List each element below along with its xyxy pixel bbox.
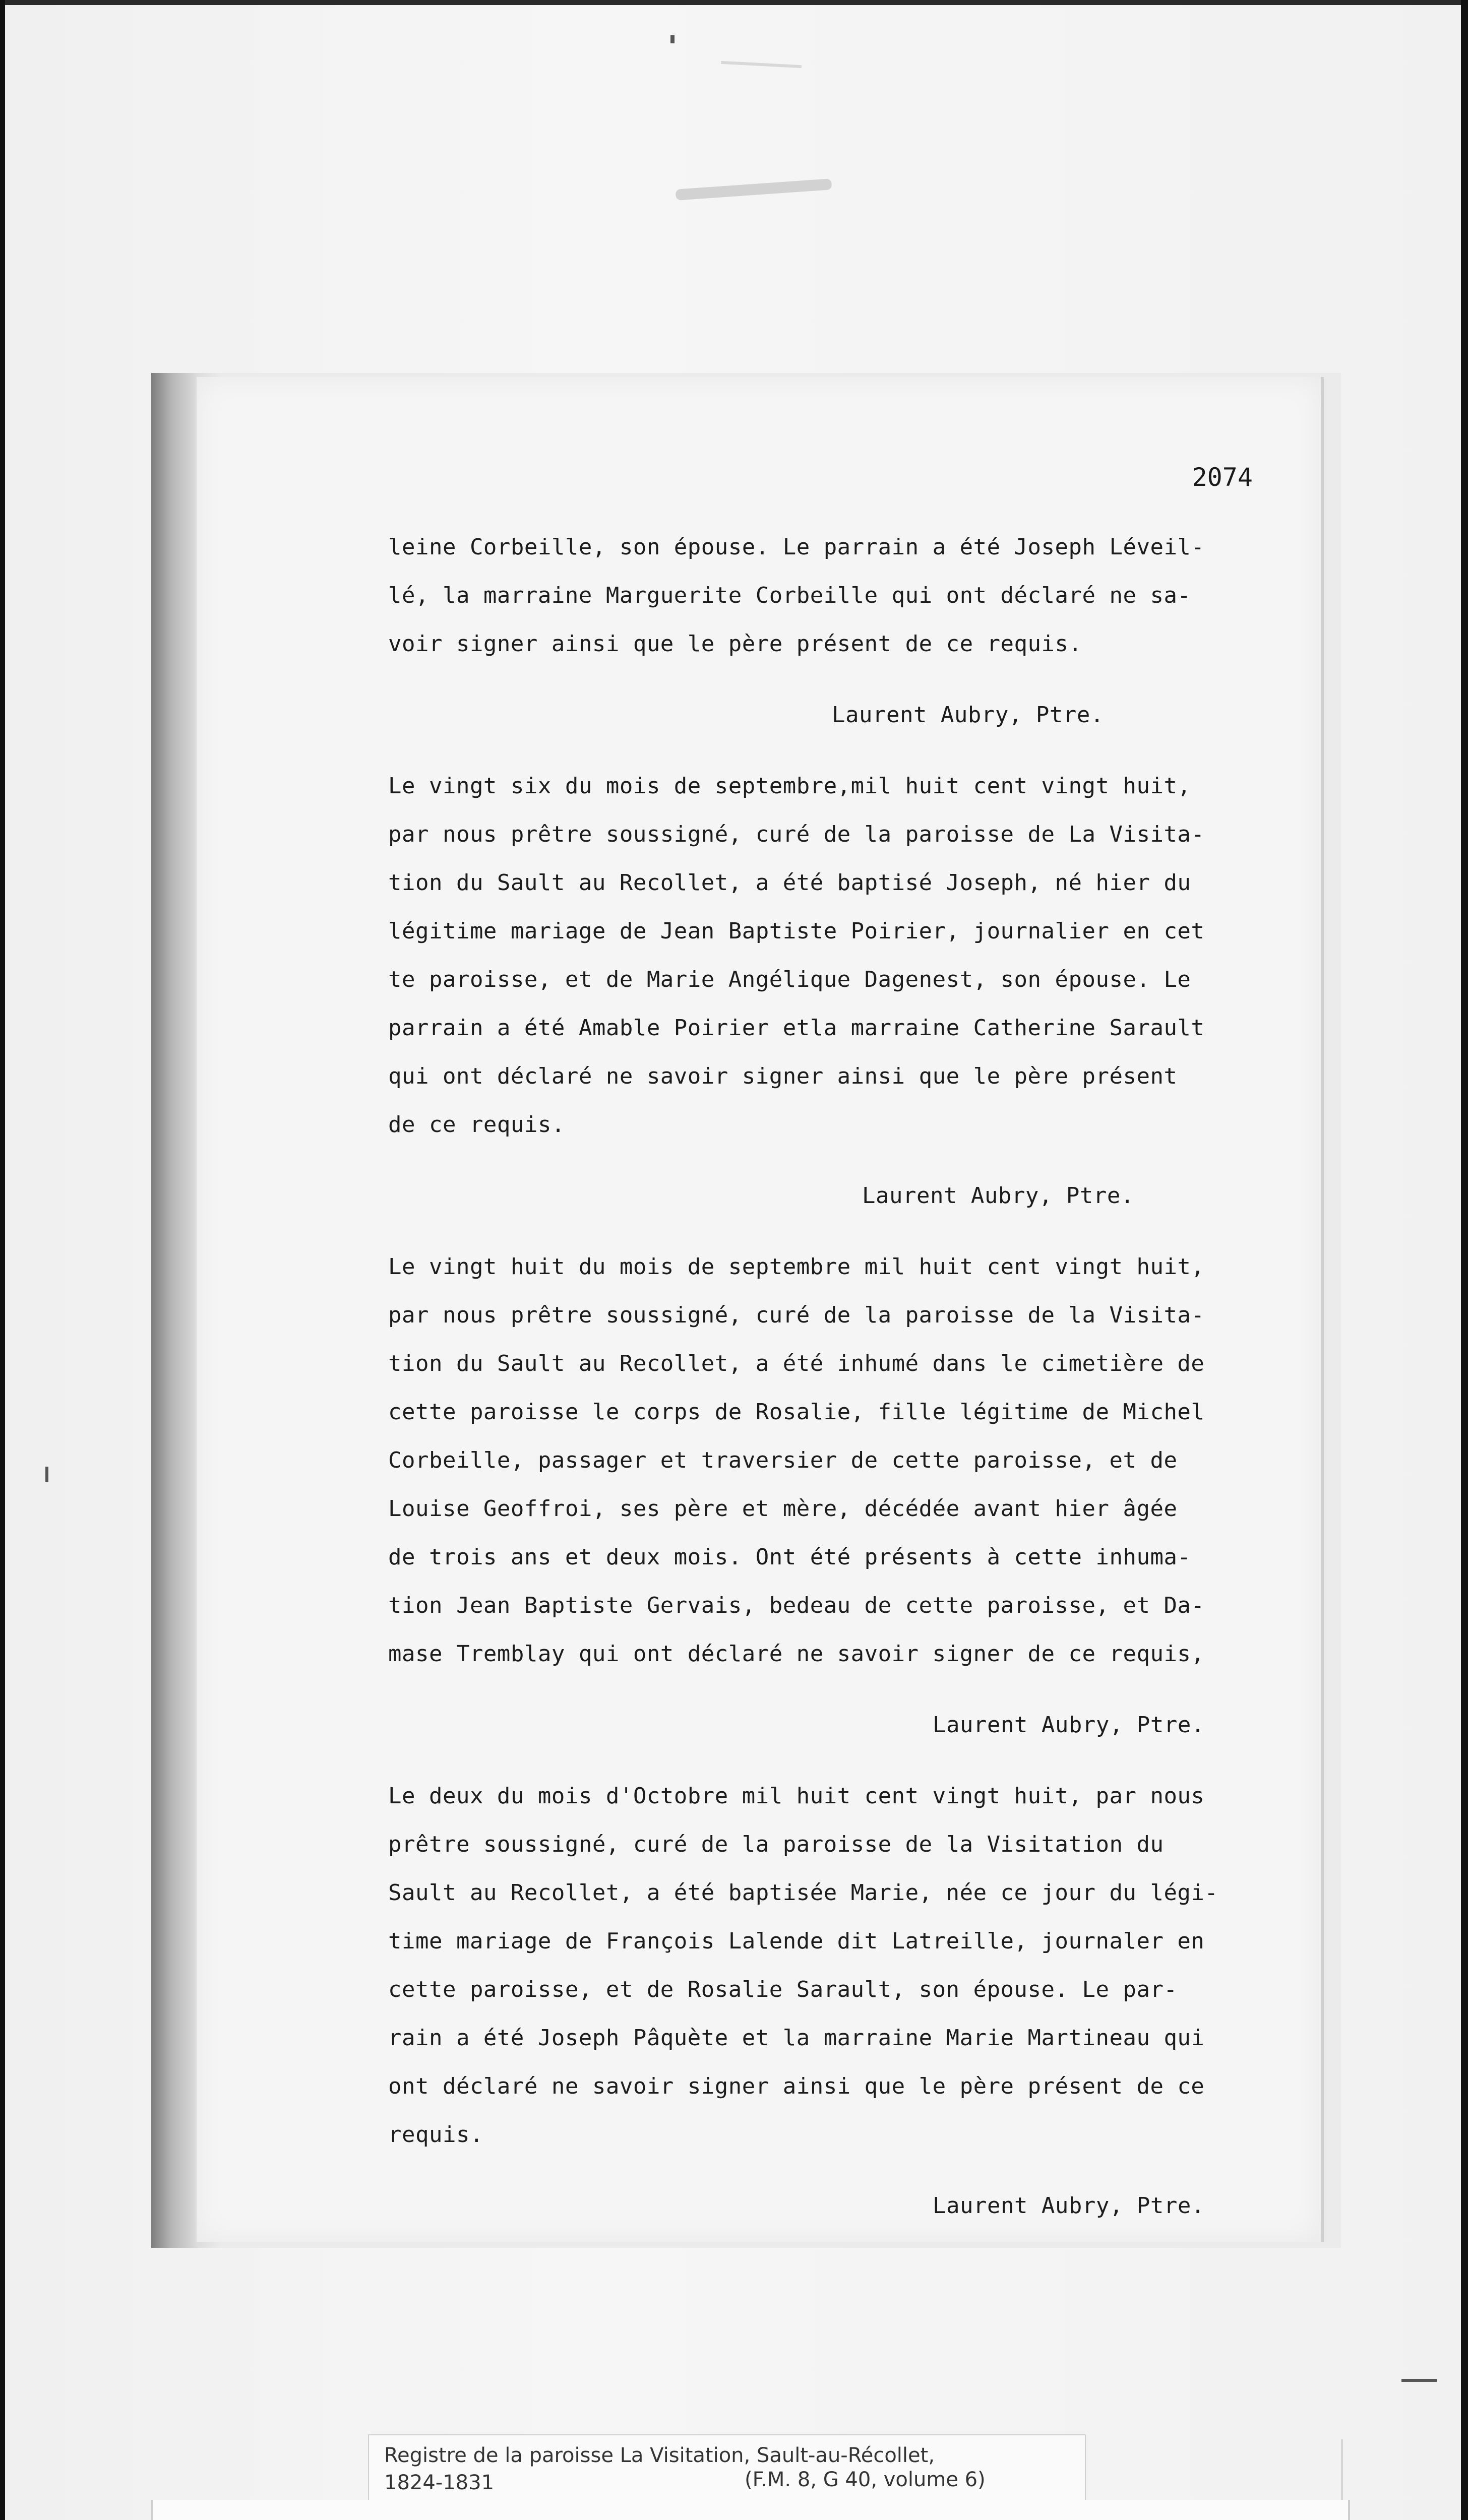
entry-line: requis. [388, 2122, 483, 2148]
page-number: 2074 [1192, 463, 1253, 492]
register-entry [388, 1243, 1275, 1749]
entry-line: de trois ans et deux mois. Ont été présents à cette inhuma- [388, 1544, 1191, 1570]
entry-line: te paroisse, et de Marie Angélique Dagenest, son épouse. Le [388, 967, 1191, 992]
priest-signature: Laurent Aubry, Ptre. [832, 702, 1104, 728]
priest-signature: Laurent Aubry, Ptre. [862, 1183, 1134, 1209]
register-entry [388, 762, 1275, 1220]
register-entry [388, 1772, 1275, 2230]
entry-line: de ce requis. [388, 1112, 565, 1138]
archives-card [151, 2500, 1350, 2520]
entry-line: par nous prêtre soussigné, curé de la paroisse de la Visita- [388, 1302, 1205, 1328]
caption-years: 1824-1831 [384, 2471, 495, 2494]
entry-line: Sault au Recollet, a été baptisée Marie, née ce jour du légi- [388, 1880, 1218, 1906]
film-border-right [1461, 0, 1468, 2520]
film-speck [45, 1467, 48, 1482]
entry-line: légitime mariage de Jean Baptiste Poirier, journalier en cet [388, 918, 1205, 944]
entry-line: tion du Sault au Recollet, a été inhumé dans le cimetière de [388, 1351, 1205, 1376]
entry-line: qui ont déclaré ne savoir signer ainsi que le père présent [388, 1063, 1178, 1089]
typed-register-page [197, 377, 1324, 2242]
caption-title: Registre de la paroisse La Visitation, Sault-au-Récollet, [384, 2444, 935, 2467]
priest-signature: Laurent Aubry, Ptre. [933, 1712, 1205, 1738]
register-entry [388, 523, 1275, 739]
priest-signature: Laurent Aubry, Ptre. [933, 2193, 1205, 2219]
entry-line: voir signer ainsi que le père présent de ce requis. [388, 631, 1082, 657]
entry-line: par nous prêtre soussigné, curé de la paroisse de La Visita- [388, 822, 1205, 847]
entry-line: parrain a été Amable Poirier etla marraine Catherine Sarault [388, 1015, 1205, 1041]
entry-line: leine Corbeille, son épouse. Le parrain a été Joseph Léveil- [388, 534, 1205, 560]
register-text [388, 523, 1275, 2253]
film-border-left [0, 0, 5, 2520]
entry-line: Corbeille, passager et traversier de cette paroisse, et de [388, 1447, 1178, 1473]
entry-line: Le deux du mois d'Octobre mil huit cent vingt huit, par nous [388, 1783, 1205, 1809]
entry-line: lé, la marraine Marguerite Corbeille qui ont déclaré ne sa- [388, 583, 1191, 608]
entry-line: rain a été Joseph Pâquète et la marraine Marie Martineau qui [388, 2025, 1205, 2051]
film-speck [670, 35, 675, 43]
entry-line: mase Tremblay qui ont déclaré ne savoir signer de ce requis, [388, 1641, 1205, 1667]
entry-line: tion Jean Baptiste Gervais, bedeau de cette paroisse, et Da- [388, 1593, 1205, 1618]
entry-line: cette paroisse le corps de Rosalie, fille légitime de Michel [388, 1399, 1205, 1425]
entry-line: cette paroisse, et de Rosalie Sarault, son épouse. Le par- [388, 1977, 1178, 2002]
entry-line: time mariage de François Lalende dit Latreille, journaler en [388, 1928, 1205, 1954]
entry-line: prêtre soussigné, curé de la paroisse de la Visitation du [388, 1832, 1164, 1857]
entry-line: Le vingt six du mois de septembre,mil huit cent vingt huit, [388, 773, 1191, 799]
entry-line: Louise Geoffroi, ses père et mère, décédée avant hier âgée [388, 1496, 1178, 1522]
film-speck [1401, 2379, 1437, 2382]
film-smudge [676, 178, 832, 201]
source-caption [368, 2434, 1086, 2502]
film-scratch [721, 61, 802, 68]
entry-line: tion du Sault au Recollet, a été baptisé Joseph, né hier du [388, 870, 1191, 896]
entry-line: ont déclaré ne savoir signer ainsi que le père présent de ce [388, 2073, 1205, 2099]
entry-line: Le vingt huit du mois de septembre mil huit cent vingt huit, [388, 1254, 1205, 1280]
caption-reference: (F.M. 8, G 40, volume 6) [745, 2468, 986, 2491]
